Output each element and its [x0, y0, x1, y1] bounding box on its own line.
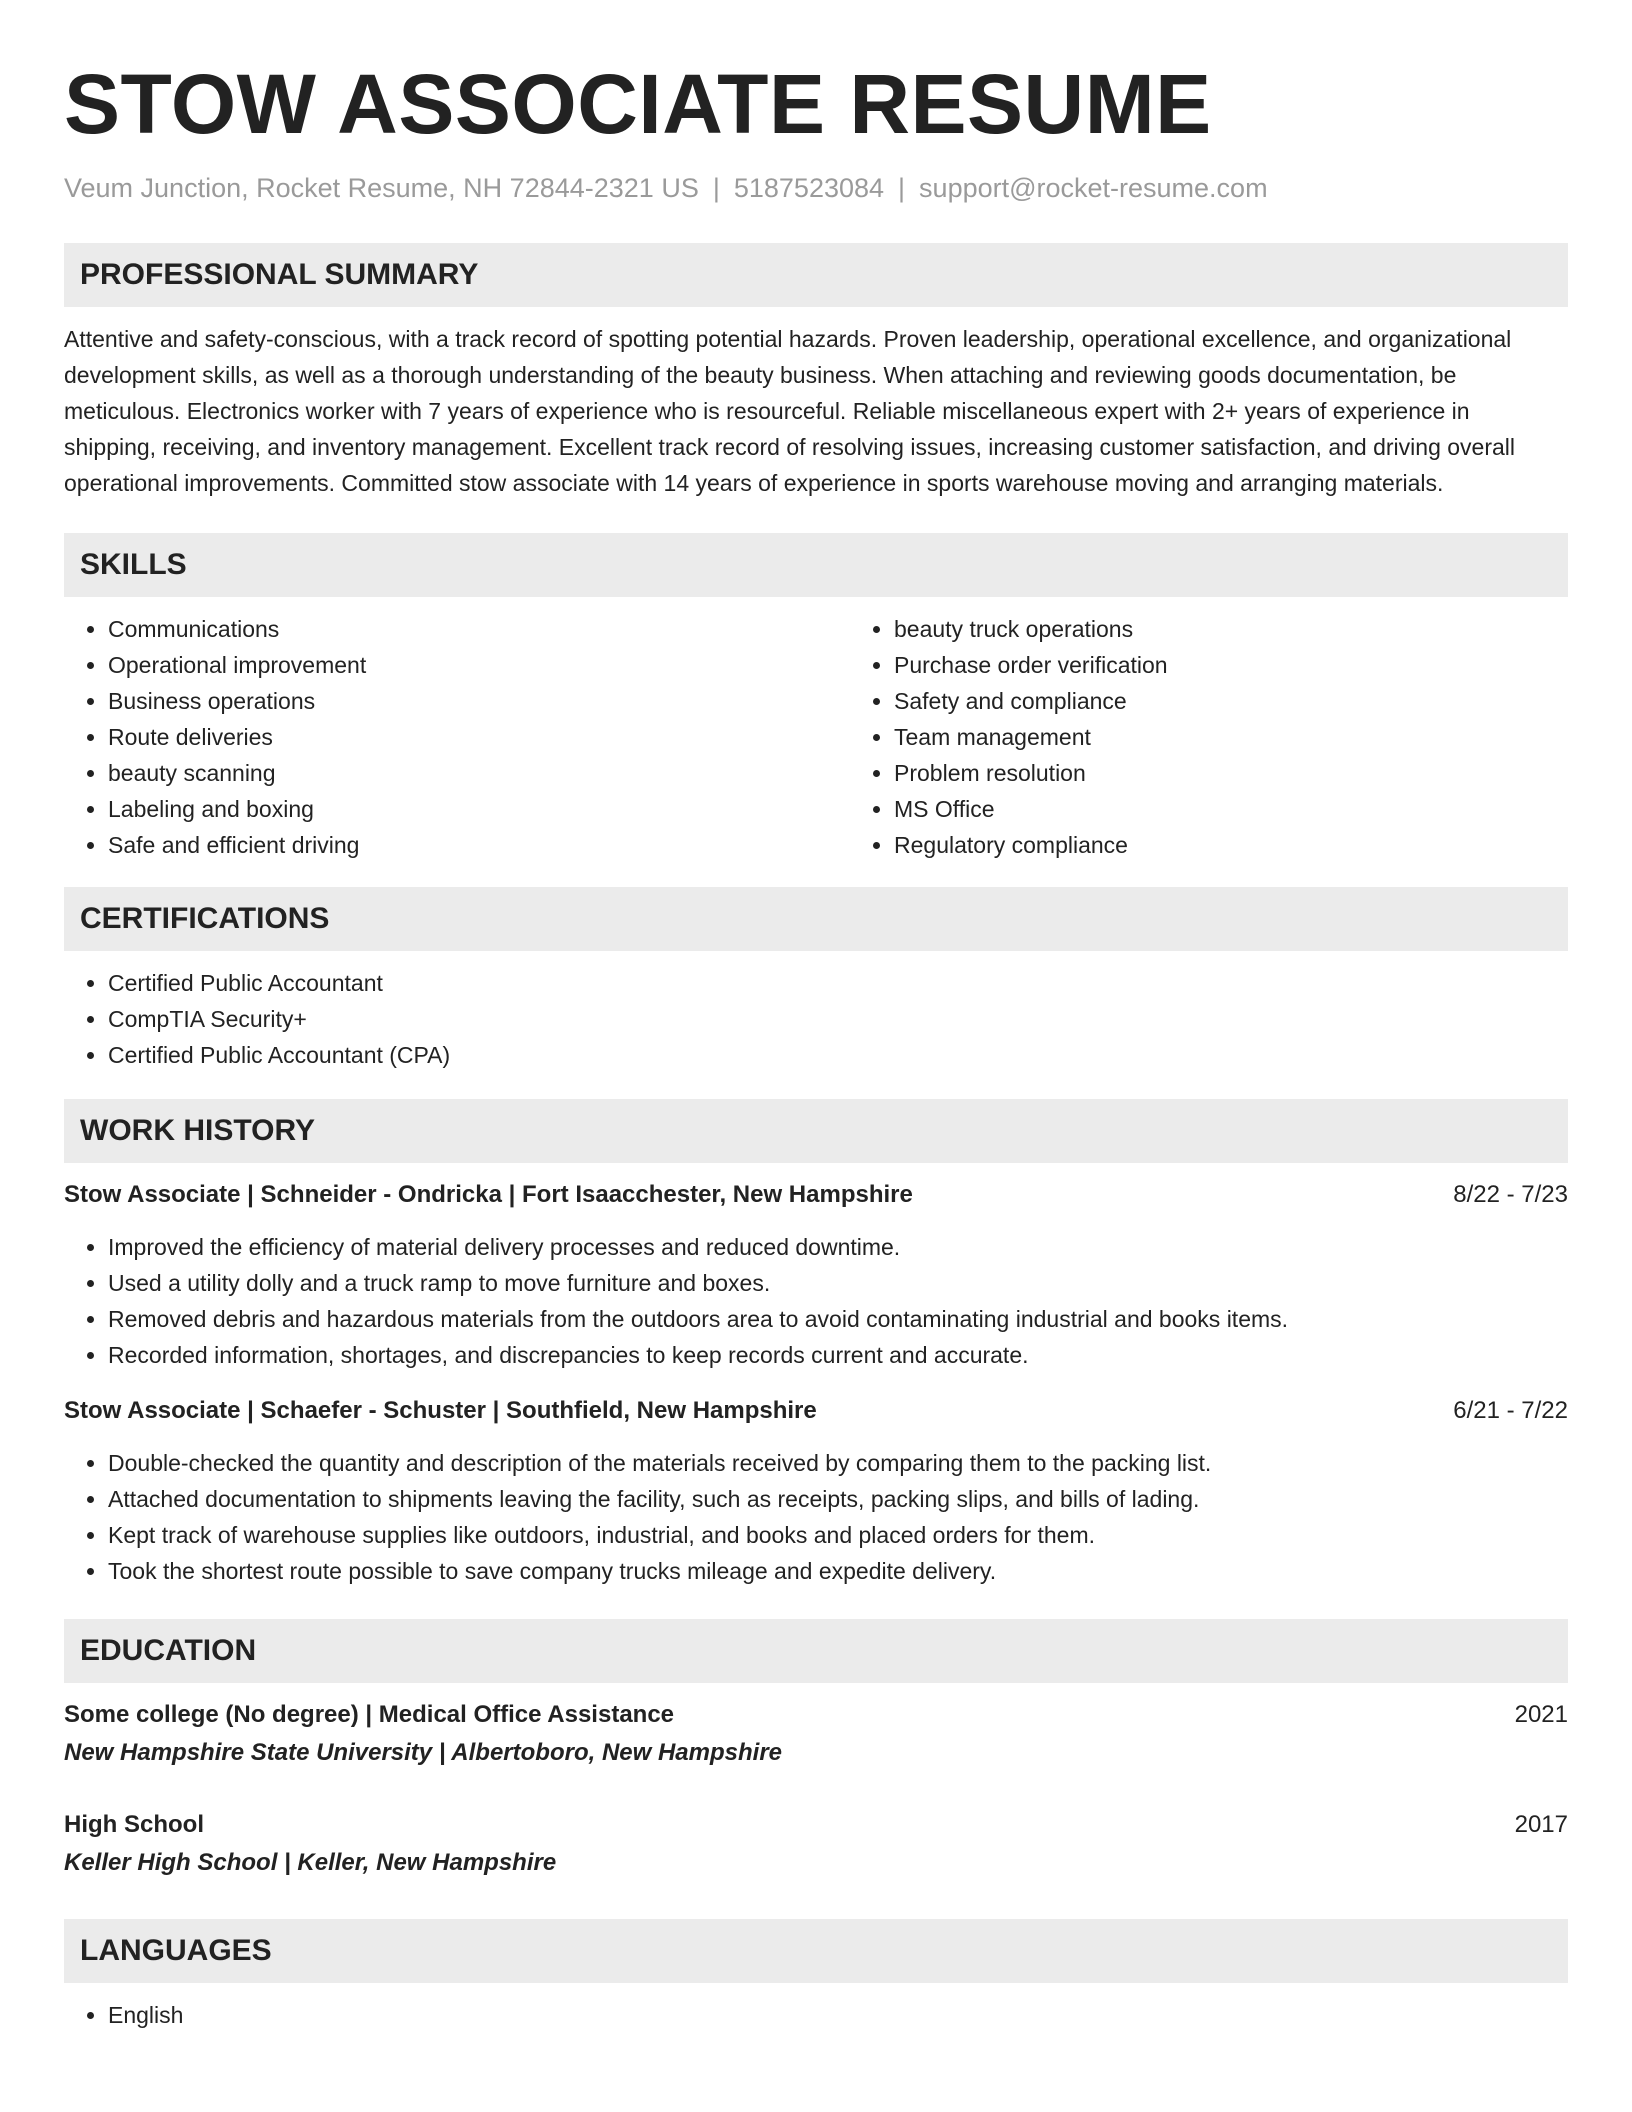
section-heading-education: EDUCATION: [64, 1619, 1568, 1683]
section-heading-work-history: WORK HISTORY: [64, 1099, 1568, 1163]
job-dates: 8/22 - 7/23: [1453, 1181, 1568, 1208]
contact-email: support@rocket-resume.com: [919, 173, 1268, 203]
contact-separator: |: [898, 173, 906, 203]
job-entry: [64, 1177, 1568, 1373]
skill-item: • Purchase order verification: [894, 647, 1632, 683]
section-heading-summary: PROFESSIONAL SUMMARY: [64, 243, 1568, 307]
skill-item: • Safety and compliance: [894, 683, 1632, 719]
education-school: Keller High School | Keller, New Hampshire: [64, 1849, 557, 1876]
job-title: Stow Associate | Schaefer - Schuster | Southfield, New Hampshire: [64, 1397, 817, 1424]
skills-list-right: [850, 611, 1632, 863]
education-header: [64, 1807, 1568, 1843]
skill-item: • Team management: [894, 719, 1632, 755]
education-year: 2021: [1514, 1701, 1568, 1728]
certification-item: • Certified Public Accountant (CPA): [108, 1037, 1568, 1073]
section-heading-certifications: CERTIFICATIONS: [64, 887, 1568, 951]
skill-item: • beauty scanning: [108, 755, 850, 791]
section-heading-languages: LANGUAGES: [64, 1919, 1568, 1983]
contact-phone: 5187523084: [733, 173, 885, 203]
job-bullet: • Removed debris and hazardous materials from the outdoors area to avoid contaminating industrial and books items.: [108, 1301, 1568, 1337]
education-school: New Hampshire State University | Albertoboro, New Hampshire: [64, 1739, 783, 1766]
contact-address: Veum Junction, Rocket Resume, NH 72844-2321 US: [64, 173, 699, 203]
job-header: [64, 1393, 1568, 1429]
skill-item: • Problem resolution: [894, 755, 1632, 791]
contact-line: [64, 170, 1568, 206]
job-bullet: • Attached documentation to shipments leaving the facility, such as receipts, packing slips, and bills of lading.: [108, 1481, 1568, 1517]
skill-item: • Communications: [108, 611, 850, 647]
resume-title: STOW ASSOCIATE RESUME: [64, 57, 1212, 151]
education-year: 2017: [1514, 1811, 1568, 1838]
skill-item: • Route deliveries: [108, 719, 850, 755]
education-degree: High School: [64, 1811, 204, 1838]
job-entry: [64, 1393, 1568, 1589]
skills-list-left: [64, 611, 850, 863]
skill-item: • MS Office: [894, 791, 1632, 827]
job-dates: 6/21 - 7/22: [1453, 1397, 1568, 1424]
skill-item: • Business operations: [108, 683, 850, 719]
skill-item: • Safe and efficient driving: [108, 827, 850, 863]
resume-content: [64, 56, 1568, 2033]
job-bullet: • Improved the efficiency of material delivery processes and reduced downtime.: [108, 1229, 1568, 1265]
job-title: Stow Associate | Schneider - Ondricka | Fort Isaacchester, New Hampshire: [64, 1181, 913, 1208]
section-heading-skills: SKILLS: [64, 533, 1568, 597]
skill-item: • Regulatory compliance: [894, 827, 1632, 863]
skill-item: • beauty truck operations: [894, 611, 1632, 647]
summary-text: Attentive and safety-conscious, with a track record of spotting potential hazards. Proven leadership, operational excellence, and organizational development skills, as well as a thorough understanding of the beauty business. When attaching and reviewing goods documentation, be meticulous. Electronics worker with 7 years of experience who is resourceful. Reliable miscellaneous expert with 2+ years of experience in shipping, receiving, and inventory management. Excellent track record of resolving issues, increasing customer satisfaction, and driving overall operational improvements. Committed stow associate with 14 years of experience in sports warehouse moving and arranging materials.: [64, 326, 1515, 496]
skills-columns: [64, 611, 1568, 863]
skill-item: • Labeling and boxing: [108, 791, 850, 827]
job-bullet: • Double-checked the quantity and description of the materials received by comparing them to the packing list.: [108, 1445, 1568, 1481]
certification-item: • CompTIA Security+: [108, 1001, 1568, 1037]
education-entry: [64, 1697, 1568, 1771]
skill-item: • Operational improvement: [108, 647, 850, 683]
contact-separator: |: [712, 173, 720, 203]
job-bullet: • Took the shortest route possible to save company trucks mileage and expedite delivery.: [108, 1553, 1568, 1589]
job-bullets: [64, 1229, 1568, 1373]
job-bullet: • Used a utility dolly and a truck ramp to move furniture and boxes.: [108, 1265, 1568, 1301]
job-bullets: [64, 1445, 1568, 1589]
language-item: • English: [108, 1997, 1568, 2033]
certifications-list: [64, 965, 1568, 1073]
job-bullet: • Kept track of warehouse supplies like outdoors, industrial, and books and placed orders for them.: [108, 1517, 1568, 1553]
education-entry: [64, 1807, 1568, 1881]
education-degree: Some college (No degree) | Medical Office Assistance: [64, 1701, 675, 1728]
languages-list: [64, 1997, 1568, 2033]
job-header: [64, 1177, 1568, 1213]
job-bullet: • Recorded information, shortages, and discrepancies to keep records current and accurate.: [108, 1337, 1568, 1373]
certification-item: • Certified Public Accountant: [108, 965, 1568, 1001]
education-header: [64, 1697, 1568, 1733]
